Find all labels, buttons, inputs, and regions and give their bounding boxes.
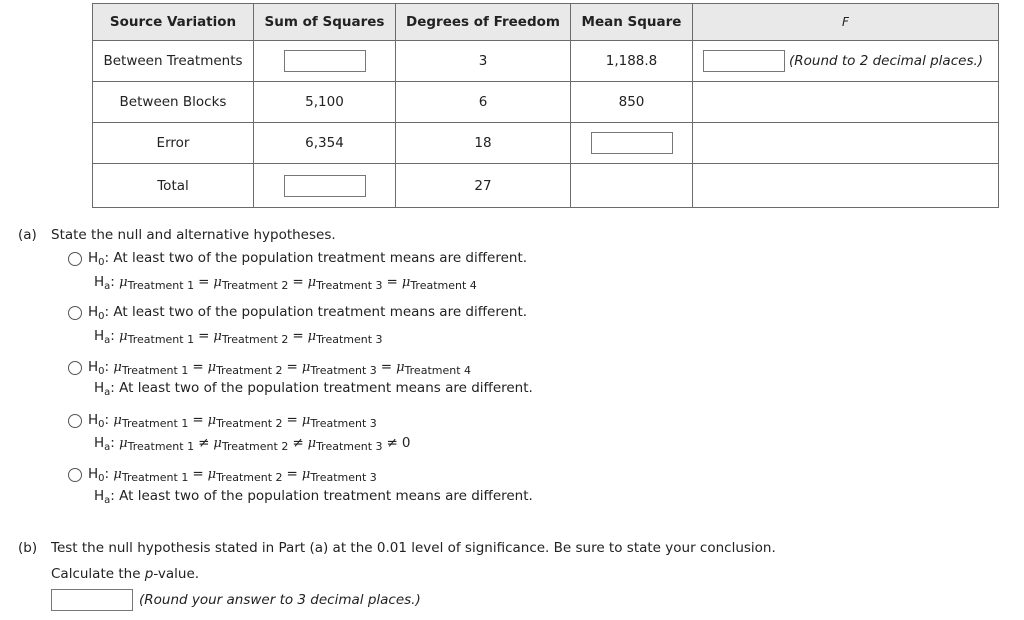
- mu-symbol: μ: [207, 413, 217, 428]
- option-5-h0: [88, 468, 377, 482]
- relation: =: [380, 359, 393, 375]
- header-sum-of-squares: Sum of Squares: [254, 4, 396, 41]
- option-3-ha-text: At least two of the population treatment means are different.: [119, 380, 533, 396]
- h-sub: a: [104, 495, 111, 506]
- h-symbol: H: [88, 304, 99, 320]
- h-symbol: H: [94, 435, 105, 451]
- radio-option-1[interactable]: [68, 252, 82, 266]
- colon: :: [104, 304, 110, 320]
- h-sub: a: [104, 442, 111, 453]
- colon: :: [104, 466, 110, 482]
- part-a-text: State the null and alternative hypotheses.: [51, 227, 336, 243]
- table-row-between-blocks: [93, 82, 999, 123]
- colon: :: [110, 488, 115, 504]
- h-symbol: H: [94, 488, 105, 504]
- p-value-input[interactable]: [51, 589, 133, 611]
- mu-symbol: μ: [119, 436, 128, 451]
- mu-sub: Treatment 2: [221, 440, 289, 453]
- colon: :: [110, 435, 115, 451]
- option-3-ha: [94, 382, 533, 396]
- colon: :: [104, 412, 110, 428]
- mu-symbol: μ: [301, 360, 311, 375]
- calc-prefix: Calculate the: [51, 566, 145, 582]
- h-sub: a: [104, 335, 111, 346]
- mu-sub: Treatment 2: [221, 333, 289, 346]
- relation: =: [192, 412, 204, 428]
- mu-symbol: μ: [213, 329, 222, 344]
- option-1-ha: [94, 276, 477, 290]
- mu-sub: Treatment 1: [121, 364, 189, 377]
- mu-sub: Treatment 4: [404, 364, 472, 377]
- radio-option-3[interactable]: [68, 361, 82, 375]
- mu-sub: Treatment 1: [121, 471, 189, 484]
- relation: =: [286, 466, 298, 482]
- mu-symbol: μ: [113, 360, 122, 375]
- header-degrees-of-freedom: Degrees of Freedom: [396, 4, 571, 41]
- colon: :: [110, 328, 115, 344]
- h-symbol: H: [88, 359, 99, 375]
- df-error: 18: [396, 123, 571, 164]
- f-between-treatments-input[interactable]: [703, 50, 785, 72]
- ms-total: [571, 164, 693, 208]
- mu-symbol: μ: [207, 360, 217, 375]
- mu-sub: Treatment 3: [316, 440, 383, 453]
- f-round-note: (Round to 2 decimal places.): [789, 53, 984, 69]
- mu-symbol: μ: [113, 413, 122, 428]
- option-2-ha: [94, 330, 383, 344]
- mu-symbol: μ: [307, 275, 317, 290]
- colon: :: [110, 274, 115, 290]
- mu-symbol: μ: [301, 413, 311, 428]
- relation: =: [198, 328, 210, 344]
- source-between-treatments: Between Treatments: [93, 41, 254, 82]
- mu-symbol: μ: [119, 329, 128, 344]
- ms-error-input[interactable]: [591, 132, 673, 154]
- mu-sub: Treatment 4: [410, 279, 477, 292]
- mu-symbol: μ: [213, 275, 222, 290]
- header-f: F: [693, 4, 999, 41]
- mu-sub: Treatment 3: [316, 279, 383, 292]
- mu-sub: Treatment 3: [316, 333, 383, 346]
- mu-sub: Treatment 2: [216, 417, 283, 430]
- calc-p-value-label: [51, 566, 199, 582]
- table-row-error: [93, 123, 999, 164]
- f-between-blocks: [693, 82, 999, 123]
- h-sub: a: [104, 387, 111, 398]
- relation: =: [198, 274, 210, 290]
- ms-between-treatments: 1,188.8: [571, 41, 693, 82]
- h-sub: a: [104, 281, 111, 292]
- h-symbol: H: [88, 412, 99, 428]
- source-total: Total: [93, 164, 254, 208]
- option-2-h0: [88, 306, 527, 320]
- relation: =: [292, 274, 304, 290]
- relation: =: [286, 412, 298, 428]
- h-sub: 0: [98, 473, 105, 484]
- header-mean-square: Mean Square: [571, 4, 693, 41]
- anova-table: [92, 3, 999, 208]
- mu-sub: Treatment 1: [127, 440, 195, 453]
- part-b-letter: (b): [18, 540, 38, 556]
- mu-symbol: μ: [213, 436, 222, 451]
- ss-between-blocks: 5,100: [254, 82, 396, 123]
- option-5-ha: [94, 490, 533, 504]
- option-5-ha-text: At least two of the population treatment means are different.: [119, 488, 533, 504]
- mu-sub: Treatment 2: [221, 279, 289, 292]
- zero-value: 0: [401, 435, 411, 451]
- ss-total-input[interactable]: [284, 175, 366, 197]
- ss-error: 6,354: [254, 123, 396, 164]
- option-1-h0: [88, 252, 527, 266]
- mu-sub: Treatment 2: [216, 471, 283, 484]
- h-symbol: H: [94, 328, 105, 344]
- mu-sub: Treatment 3: [310, 364, 377, 377]
- radio-option-4[interactable]: [68, 414, 82, 428]
- mu-sub: Treatment 1: [127, 279, 195, 292]
- mu-symbol: μ: [119, 275, 128, 290]
- mu-sub: Treatment 3: [310, 417, 377, 430]
- mu-symbol: μ: [307, 436, 317, 451]
- mu-symbol: μ: [301, 467, 311, 482]
- mu-symbol: μ: [113, 467, 122, 482]
- table-row-between-treatments: [93, 41, 999, 82]
- option-3-h0: [88, 361, 471, 375]
- relation: ≠: [386, 435, 398, 451]
- h-sub: 0: [98, 419, 105, 430]
- mu-symbol: μ: [401, 275, 411, 290]
- f-error: [693, 123, 999, 164]
- part-a-letter: (a): [18, 227, 37, 243]
- h-sub: 0: [98, 257, 105, 268]
- option-2-h0-text: At least two of the population treatment means are different.: [113, 304, 528, 320]
- ss-between-treatments-input[interactable]: [284, 50, 366, 72]
- df-total: 27: [396, 164, 571, 208]
- part-b-prompt: [18, 540, 776, 556]
- mu-sub: Treatment 1: [121, 417, 189, 430]
- option-4-ha: [94, 437, 410, 451]
- colon: :: [104, 359, 110, 375]
- relation: =: [192, 466, 204, 482]
- calc-suffix: -value.: [153, 566, 200, 582]
- relation: =: [192, 359, 204, 375]
- relation: ≠: [198, 435, 210, 451]
- header-source-variation: Source Variation: [93, 4, 254, 41]
- ms-between-blocks: 850: [571, 82, 693, 123]
- mu-symbol: μ: [207, 467, 217, 482]
- mu-symbol: μ: [307, 329, 317, 344]
- mu-sub: Treatment 3: [310, 471, 377, 484]
- source-between-blocks: Between Blocks: [93, 82, 254, 123]
- table-row-total: [93, 164, 999, 208]
- p-value-round-note: (Round your answer to 3 decimal places.): [139, 592, 421, 608]
- table-header-row: [93, 4, 999, 41]
- part-a-prompt: [18, 227, 336, 243]
- calc-p: p: [144, 566, 154, 582]
- df-between-blocks: 6: [396, 82, 571, 123]
- radio-option-2[interactable]: [68, 306, 82, 320]
- relation: ≠: [292, 435, 304, 451]
- h-symbol: H: [94, 274, 105, 290]
- mu-sub: Treatment 2: [216, 364, 283, 377]
- colon: :: [104, 250, 110, 266]
- h-sub: 0: [98, 311, 105, 322]
- h-symbol: H: [94, 380, 105, 396]
- radio-option-5[interactable]: [68, 468, 82, 482]
- relation: =: [292, 328, 304, 344]
- option-4-h0: [88, 414, 377, 428]
- mu-symbol: μ: [396, 360, 405, 375]
- option-1-h0-text: At least two of the population treatment means are different.: [113, 250, 528, 266]
- h-symbol: H: [88, 466, 99, 482]
- df-between-treatments: 3: [396, 41, 571, 82]
- colon: :: [110, 380, 115, 396]
- h-symbol: H: [88, 250, 99, 266]
- source-error: Error: [93, 123, 254, 164]
- part-b-text: Test the null hypothesis stated in Part (a) at the 0.01 level of significance. Be sure to state your conclusion.: [51, 540, 776, 556]
- relation: =: [386, 274, 398, 290]
- h-sub: 0: [98, 366, 105, 377]
- f-total: [693, 164, 999, 208]
- relation: =: [286, 359, 298, 375]
- mu-sub: Treatment 1: [127, 333, 195, 346]
